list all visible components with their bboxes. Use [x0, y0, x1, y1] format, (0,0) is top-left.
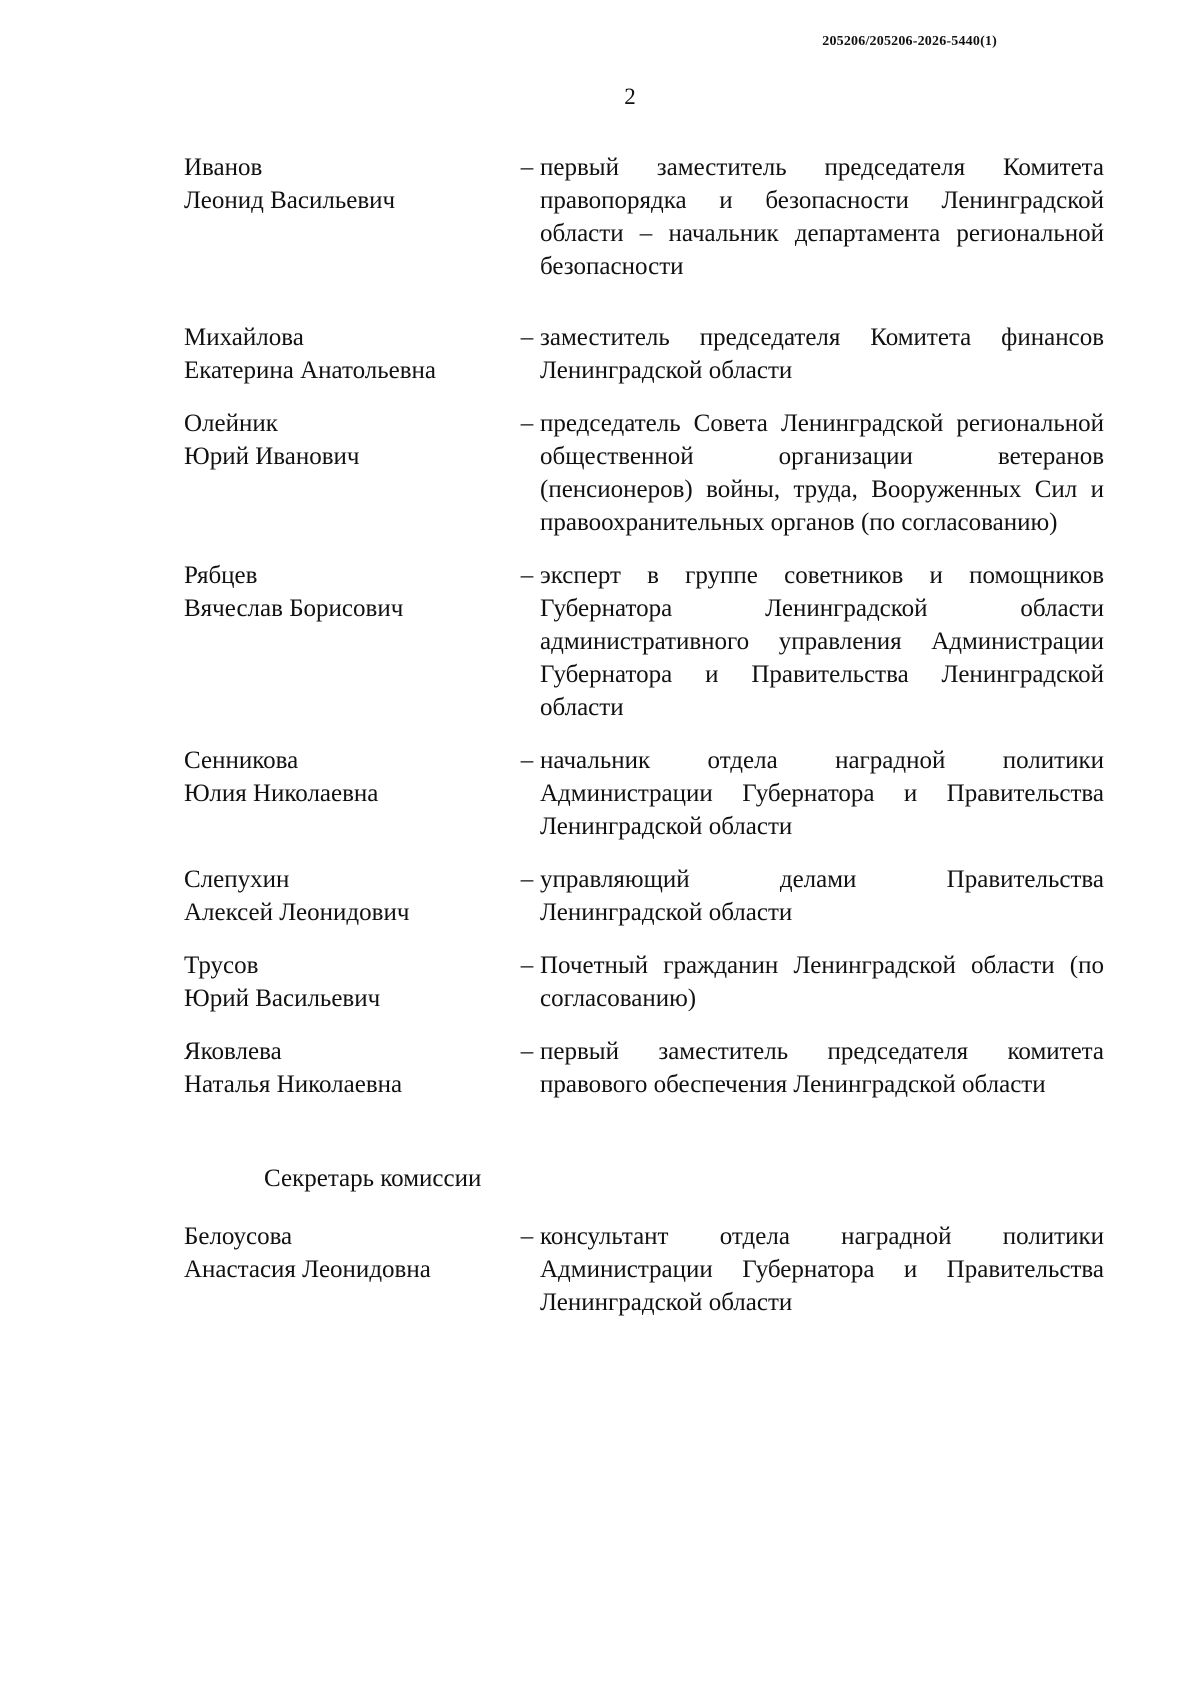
member-role: заместитель председателя Комитета финансов Ленинградской области	[540, 324, 1104, 384]
member-entry	[184, 863, 1104, 929]
member-name	[184, 744, 514, 810]
member-entry	[184, 1035, 1104, 1101]
member-name	[184, 151, 514, 217]
secretary-surname: Белоусова	[184, 1223, 293, 1250]
member-role: первый заместитель председателя комитета правового обеспечения Ленинградской области	[540, 1038, 1104, 1098]
member-given-names: Наталья Николаевна	[184, 1071, 403, 1098]
member-name	[184, 949, 514, 1015]
member-name	[184, 321, 514, 387]
member-role: начальник отдела наградной политики Администрации Губернатора и Правительства Ленинградской области	[540, 747, 1104, 840]
member-entry	[184, 949, 1104, 1015]
member-surname: Слепухин	[184, 866, 290, 893]
dash-separator: –	[520, 410, 534, 437]
member-role: управляющий делами Правительства Ленинградской области	[540, 866, 1104, 926]
dash-separator: –	[520, 952, 534, 979]
secretary-role: консультант отдела наградной политики Администрации Губернатора и Правительства Ленинградской области	[540, 1223, 1104, 1316]
member-entry	[184, 407, 1104, 539]
member-role: эксперт в группе советников и помощников Губернатора Ленинградской области административного управления Администрации Губернатора и Правительства Ленинградской области	[540, 562, 1104, 721]
member-surname: Рябцев	[184, 562, 258, 589]
dash-separator: –	[520, 866, 534, 893]
member-given-names: Алексей Леонидович	[184, 899, 410, 926]
secretary-heading: Секретарь комиссии	[264, 1165, 482, 1192]
secretary-given-names: Анастасия Леонидовна	[184, 1256, 431, 1283]
commission-member-list	[184, 151, 1104, 1101]
dash-separator: –	[520, 1038, 534, 1065]
member-role: первый заместитель председателя Комитета правопорядка и безопасности Ленинградской области – начальник департамента региональной безопасности	[540, 154, 1104, 280]
member-surname: Яковлева	[184, 1038, 282, 1065]
page-number: 2	[624, 84, 636, 109]
member-surname: Сенникова	[184, 747, 299, 774]
member-entry	[184, 151, 1104, 283]
dash-separator: –	[520, 324, 534, 351]
secretary-section	[184, 1220, 1104, 1319]
member-given-names: Вячеслав Борисович	[184, 595, 404, 622]
member-given-names: Юрий Иванович	[184, 443, 360, 470]
member-given-names: Юлия Николаевна	[184, 780, 379, 807]
member-role: Почетный гражданин Ленинградской области (по согласованию)	[540, 952, 1104, 1012]
dash-separator: –	[520, 1223, 534, 1250]
secretary-name	[184, 1220, 514, 1286]
dash-separator: –	[520, 747, 534, 774]
member-entry	[184, 744, 1104, 843]
member-name	[184, 1035, 514, 1101]
member-entry	[184, 321, 1104, 387]
member-name	[184, 407, 514, 473]
dash-separator: –	[520, 562, 534, 589]
document-id: 205206/205206-2026-5440(1)	[822, 34, 997, 49]
member-name	[184, 863, 514, 929]
member-given-names: Екатерина Анатольевна	[184, 357, 437, 384]
member-name	[184, 559, 514, 625]
member-given-names: Леонид Васильевич	[184, 187, 396, 214]
member-entry	[184, 559, 1104, 724]
member-surname: Михайлова	[184, 324, 304, 351]
member-surname: Иванов	[184, 154, 263, 181]
member-surname: Олейник	[184, 410, 278, 437]
member-role: председатель Совета Ленинградской региональной общественной организации ветеранов (пенсионеров) войны, труда, Вооруженных Сил и правоохранительных органов (по согласованию)	[540, 410, 1104, 536]
secretary-entry	[184, 1220, 1104, 1319]
dash-separator: –	[520, 154, 534, 181]
member-given-names: Юрий Васильевич	[184, 985, 381, 1012]
member-surname: Трусов	[184, 952, 259, 979]
